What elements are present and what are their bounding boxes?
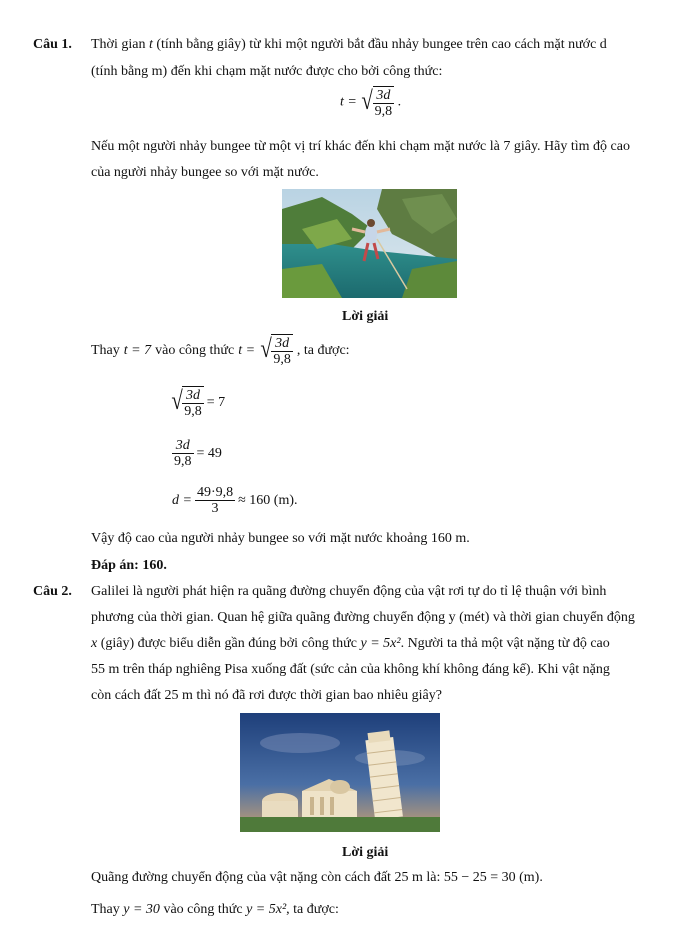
q2-line1: Galilei là người phát hiện ra quãng đường chuyển động của vật rơi tự do tỉ lệ thuận với bình xyxy=(91,584,607,599)
bungee-photo xyxy=(282,189,457,298)
q1-line3: Nếu một người nhảy bungee từ một vị trí khác đến khi chạm mặt nước là 7 giây. Hãy tìm độ cao xyxy=(91,139,630,154)
sqrt-symbol: √ $\frac{3d}{9,8}$ xyxy=(361,86,393,119)
q1-line4: của người nhảy bungee so với mặt nước. xyxy=(91,165,319,180)
q2-line4: 55 m trên tháp nghiêng Pisa xuống đất (sức cản của không khí không đáng kể). Khi vật nặng xyxy=(91,662,610,677)
q2-line5: còn cách đất 25 m thì nó đã rơi được thời gian bao nhiêu giây? xyxy=(91,688,442,703)
q1-line1: Thời gian t (tính bằng giây) từ khi một người bắt đầu nhảy bungee trên cao cách mặt nước d xyxy=(91,37,607,52)
q1-formula: t = √ $\frac{3d}{9,8}$ . xyxy=(340,86,402,119)
q1-solution-title: Lời giải xyxy=(342,309,389,324)
q2-line2: phương của thời gian. Quan hệ giữa quãng đường chuyển động y (mét) và thời gian chuyển động xyxy=(91,610,635,625)
q2-sol-line1: Quãng đường chuyển động của vật nặng còn cách đất 25 m là: 55 − 25 = 30 (m). xyxy=(91,870,543,885)
q1-conclusion: Vậy độ cao của người nhảy bungee so với mặt nước khoảng 160 m. xyxy=(91,531,470,546)
q1-step2: $\frac{3d}{9,8}$ = 49 xyxy=(174,438,222,469)
q1-step3: d = $\frac{49\cdot 9,8}{3}$ ≈ 160 (m). xyxy=(172,485,298,516)
pisa-photo xyxy=(240,713,440,832)
q1-line2: (tính bằng m) đến khi chạm mặt nước được cho bởi công thức: xyxy=(91,64,443,79)
q1-step1: √ $\frac{3d}{9,8}$ = 7 xyxy=(171,386,226,419)
q2-label: Câu 2. xyxy=(33,584,72,599)
q1-sol-line1: Thay t = 7 vào công thức t = √ $\frac{3d}{9,8}$ , ta được: xyxy=(91,334,350,367)
q2-line3: x (giây) được biểu diễn gần đúng bởi công thức y = 5x². Người ta thả một vật nặng từ độ cao xyxy=(91,636,610,651)
q2-sol-line2: Thay y = 30 vào công thức y = 5x², ta được: xyxy=(91,902,339,917)
q1-answer: Đáp án: 160. xyxy=(91,558,167,573)
q1-label: Câu 1. xyxy=(33,37,72,52)
q2-solution-title: Lời giải xyxy=(342,845,389,860)
